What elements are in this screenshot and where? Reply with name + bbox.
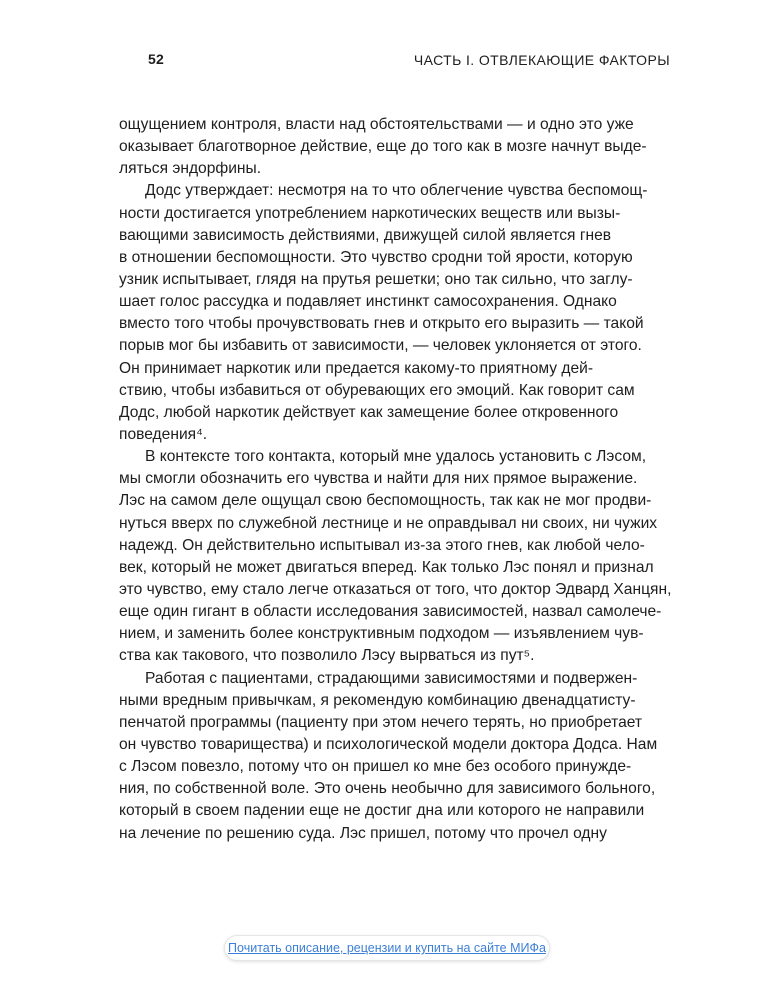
text-line: нием, и заменить более конструктивным подходом — изъявлением чув- <box>119 625 644 643</box>
running-head-title: ЧАСТЬ I. ОТВЛЕКАЮЩИЕ ФАКТОРЫ <box>413 52 670 68</box>
body-text <box>119 114 679 845</box>
text-line: ными вредным привычкам, я рекомендую комбинацию двенадцатисту- <box>119 691 636 709</box>
text-line: вающими зависимость действиями, движущей силой является гнев <box>119 226 612 244</box>
paragraph-first-line: Додс утверждает: несмотря на то что облегчение чувства беспомощ- <box>145 182 648 200</box>
text-line: это чувство, ему стало легче отказаться от того, что доктор Эдвард Ханцян, <box>119 580 672 598</box>
text-line: поведения⁴. <box>119 425 208 443</box>
text-line: в отношении беспомощности. Это чувство сродни той ярости, которую <box>119 248 633 266</box>
text-line: вместо того чтобы прочувствовать гнев и открыто его выразить — такой <box>119 315 644 333</box>
text-line: шает голос рассудка и подавляет инстинкт самосохранения. Однако <box>119 293 617 311</box>
page-number: 52 <box>148 51 164 67</box>
text-line: еще один гигант в области исследования зависимостей, назвал самолече- <box>119 603 662 621</box>
paragraph-first-line: Работая с пациентами, страдающими зависимостями и подвержен- <box>145 669 638 687</box>
text-line: с Лэсом повезло, потому что он пришел ко мне без особого принужде- <box>119 758 632 776</box>
text-line: Лэс на самом деле ощущал свою беспомощность, так как не мог продви- <box>119 492 652 510</box>
text-line: ощущением контроля, власти над обстоятельствами — и одно это уже <box>119 116 634 133</box>
text-line: надежд. Он действительно испытывал из-за этого гнев, как любой чело- <box>119 536 645 554</box>
paragraph-first-line: В контексте того контакта, который мне удалось установить с Лэсом, <box>145 448 647 466</box>
text-line: ния, по собственной воле. Это очень необычно для зависимого больного, <box>119 780 656 798</box>
text-line: Он принимает наркотик или предается какому-то приятному дей- <box>119 359 594 377</box>
buy-on-mif-link[interactable]: Почитать описание, рецензии и купить на сайте МИФа <box>224 935 550 961</box>
text-line: оказывает благотворное действие, еще до того как в мозге начнут выде- <box>119 138 647 156</box>
text-line: нуться вверх по служебной лестнице и не оправдывал ни своих, ни чужих <box>119 514 658 532</box>
text-line: ства как такового, что позволило Лэсу вырваться из пут⁵. <box>119 647 535 665</box>
text-line: ности достигается употреблением наркотических веществ или вызы- <box>119 204 621 222</box>
text-line: ствию, чтобы избавиться от обуревающих его эмоций. Как говорит сам <box>119 381 635 399</box>
text-line: пенчатой программы (пациенту при этом нечего терять, но приобретает <box>119 713 643 731</box>
text-line: мы смогли обозначить его чувства и найти для них прямое выражение. <box>119 470 638 488</box>
text-line: ляться эндорфины. <box>119 160 262 178</box>
text-line: который в своем падении еще не достиг дна или которого не направили <box>119 802 645 820</box>
text-line: узник испытывает, глядя на прутья решетки; оно так сильно, что заглу- <box>119 270 633 288</box>
text-line: на лечение по решению суда. Лэс пришел, потому что прочел одну <box>119 824 607 842</box>
text-line: Додс, любой наркотик действует как замещение более откровенного <box>119 403 619 421</box>
text-line: порыв мог бы избавить от зависимости, — человек уклоняется от этого. <box>119 337 642 355</box>
text-line: он чувство товарищества) и психологической модели доктора Додса. Нам <box>119 735 658 753</box>
text-line: век, который не может двигаться вперед. Как только Лэс понял и признал <box>119 558 654 576</box>
